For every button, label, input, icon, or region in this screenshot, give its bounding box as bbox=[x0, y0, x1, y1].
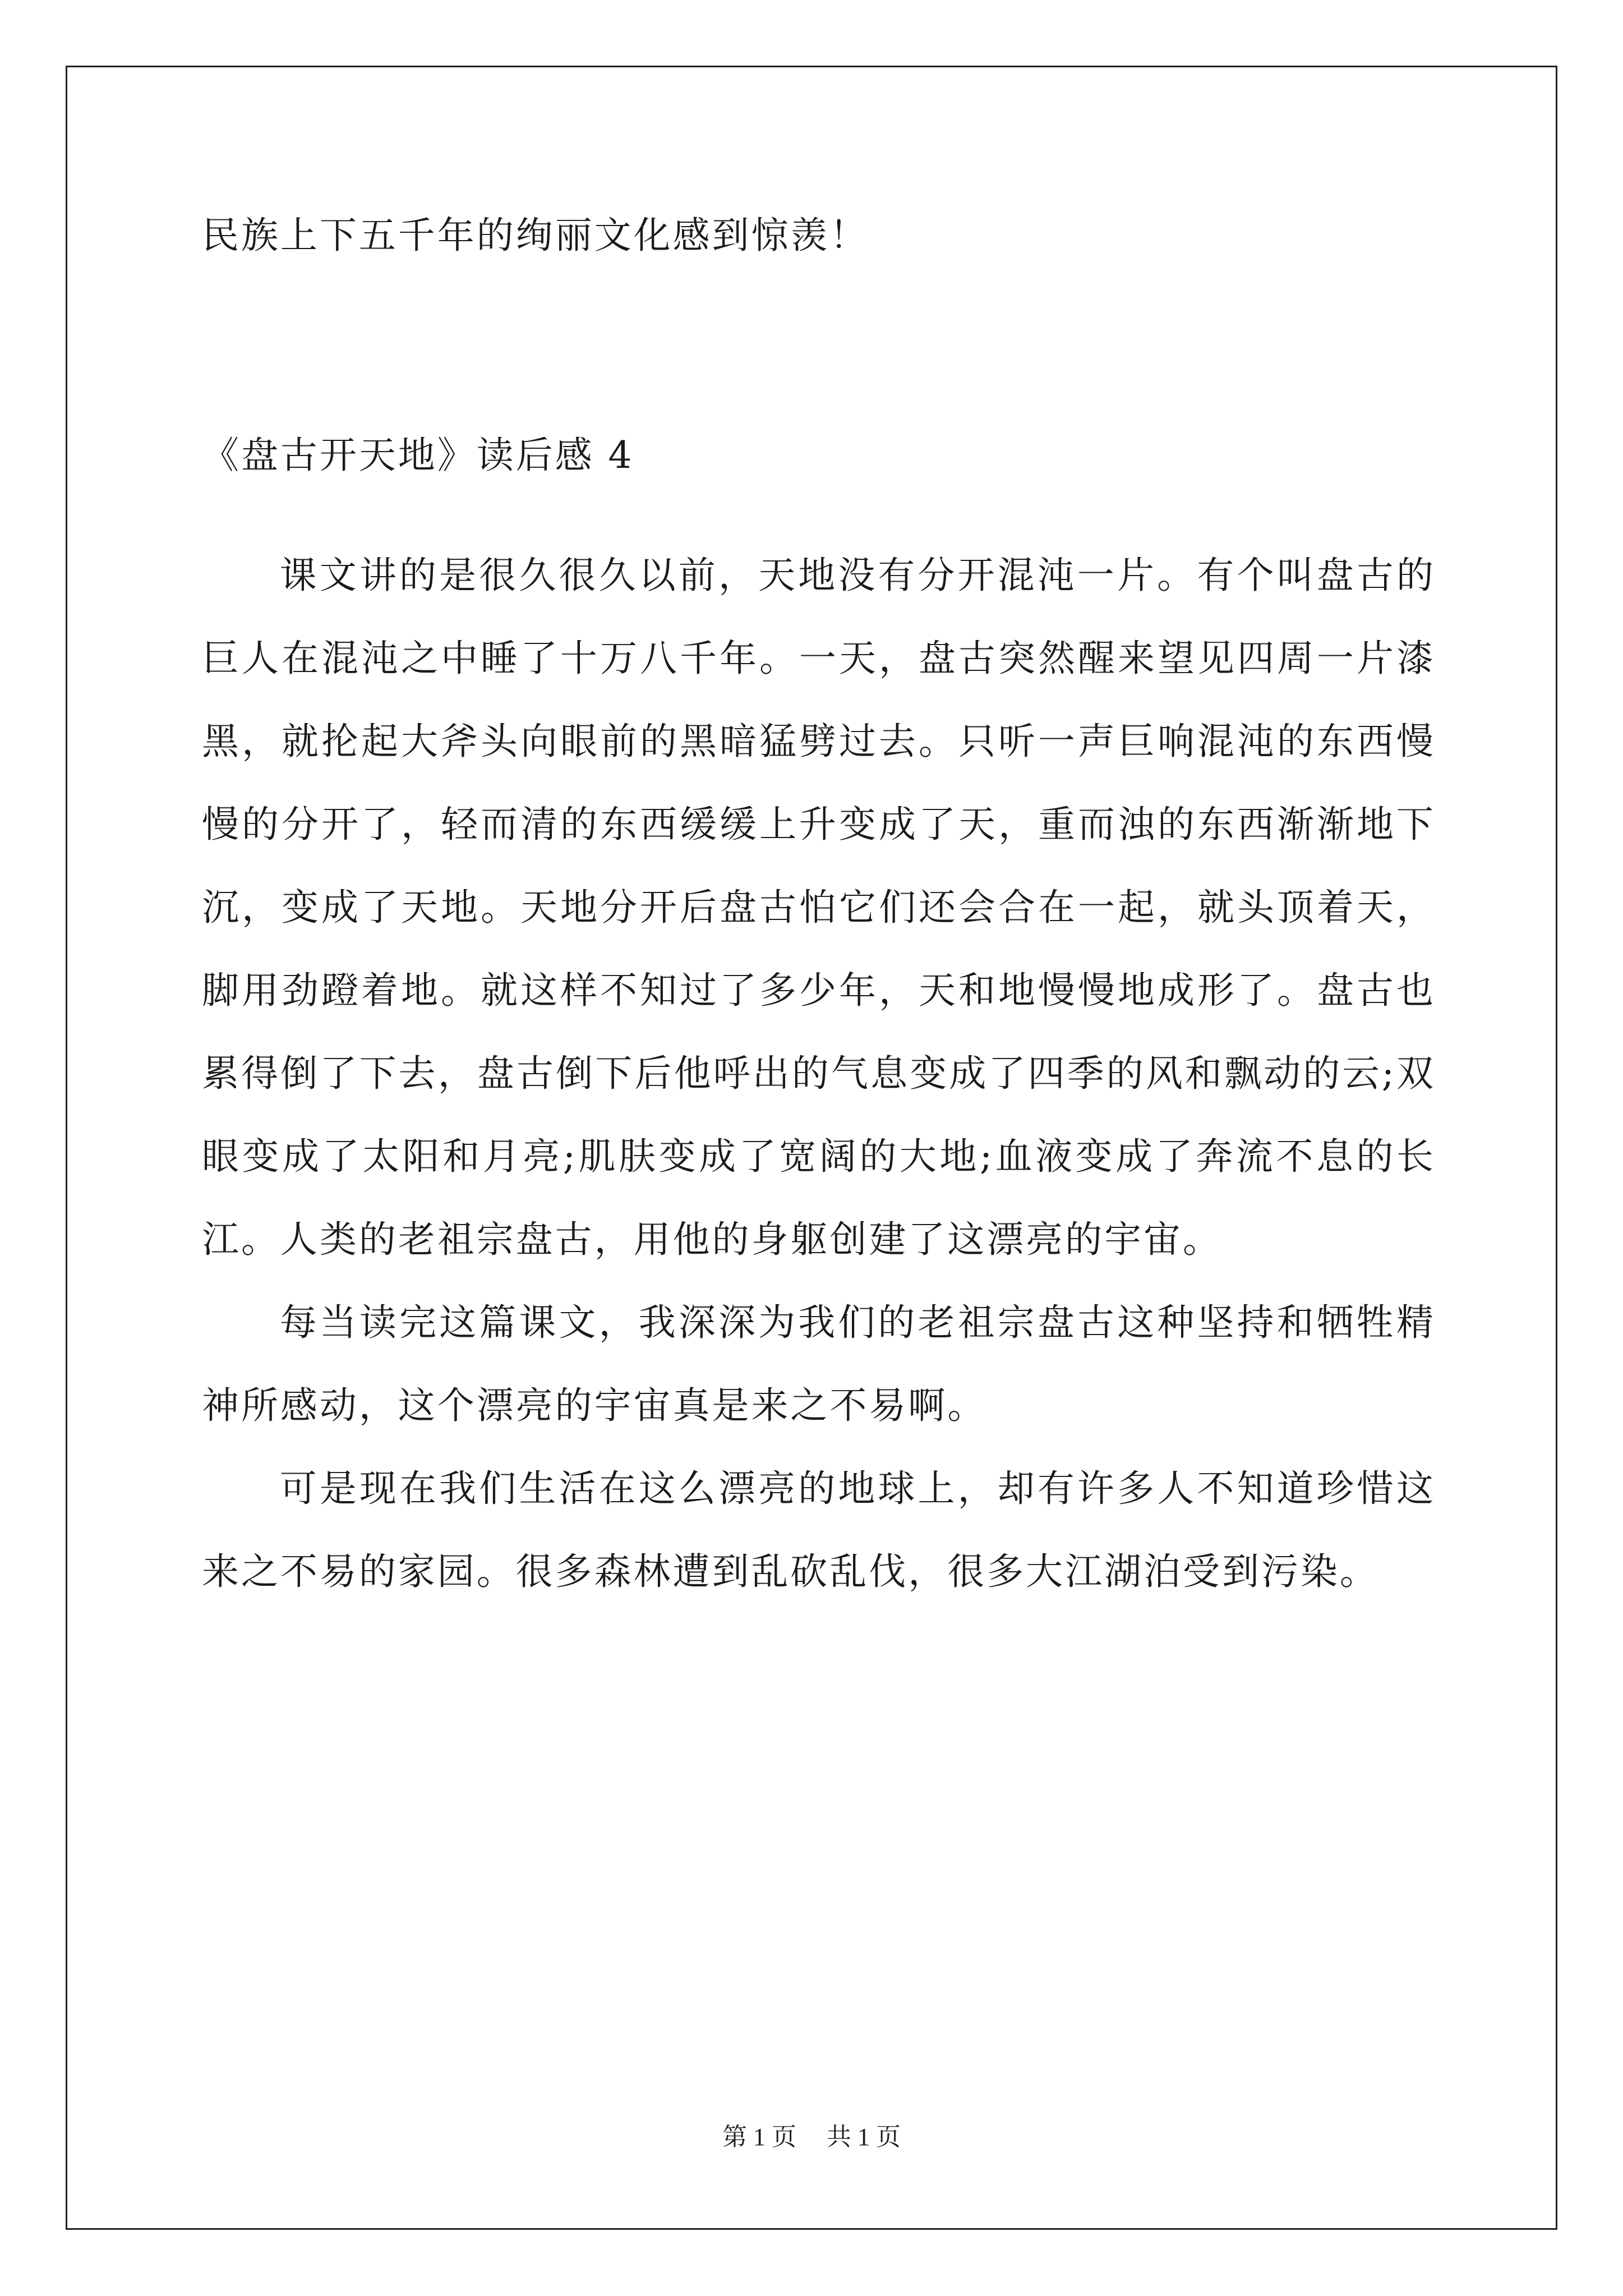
section-title: 《盘古开天地》读后感 4 bbox=[202, 434, 634, 477]
page-total: 共 1 页 bbox=[827, 2123, 901, 2151]
page-number: 第 1 页 bbox=[722, 2123, 796, 2151]
continuation-line: 民族上下五千年的绚丽文化感到惊羡！ bbox=[202, 214, 869, 257]
paragraph-3: 可是现在我们生活在这么漂亮的地球上，却有许多人不知道珍惜这来之不易的家园。很多森林遭到乱砍乱伐，很多大江湖泊受到污染。 bbox=[202, 1467, 1436, 1593]
page-footer bbox=[0, 2122, 1623, 2153]
paragraph-2: 每当读完这篇课文，我深深为我们的老祖宗盘古这种坚持和牺牲精神所感动，这个漂亮的宇宙真是来之不易啊。 bbox=[202, 1301, 1436, 1427]
paragraph-1: 课文讲的是很久很久以前，天地没有分开混沌一片。有个叫盘古的巨人在混沌之中睡了十万八千年。一天，盘古突然醒来望见四周一片漆黑，就抡起大斧头向眼前的黑暗猛劈过去。只听一声巨响混沌的东西慢慢的分开了，轻而清的东西缓缓上升变成了天，重而浊的东西渐渐地下沉，变成了天地。天地分开后盘古怕它们还会合在一起，就头顶着天，脚用劲蹬着地。就这样不知过了多少年，天和地慢慢地成形了。盘古也累得倒了下去，盘古倒下后他呼出的气息变成了四季的风和飘动的云;双眼变成了太阳和月亮;肌肤变成了宽阔的大地;血液变成了奔流不息的长江。人类的老祖宗盘古，用他的身躯创建了这漂亮的宇宙。 bbox=[202, 554, 1436, 1261]
document-body bbox=[202, 213, 1436, 1613]
